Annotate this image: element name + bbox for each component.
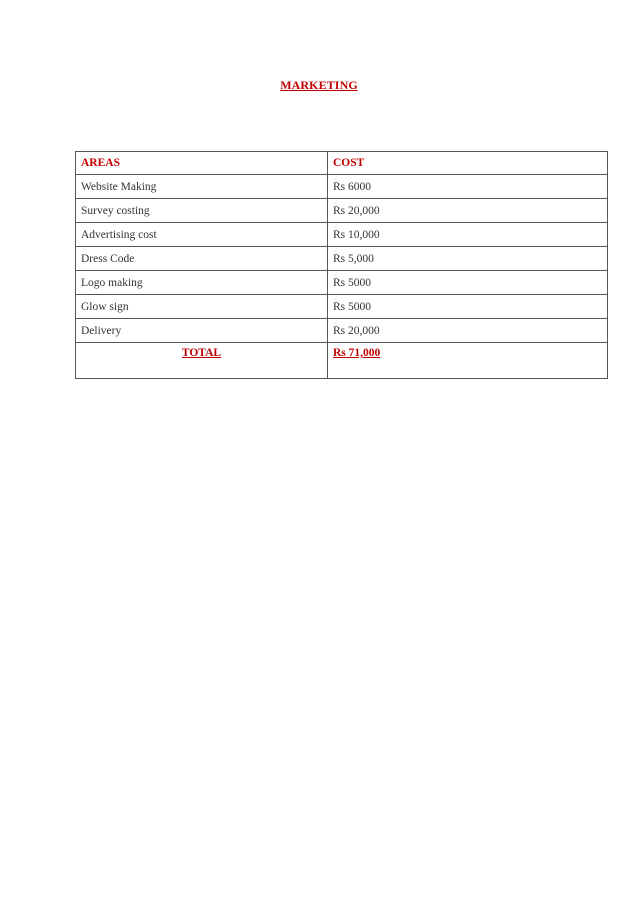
- area-cell: Delivery: [76, 319, 328, 343]
- area-cell: Glow sign: [76, 295, 328, 319]
- table-row: [76, 319, 608, 343]
- table-row: [76, 247, 608, 271]
- area-cell: Advertising cost: [76, 223, 328, 247]
- table-header-row: [76, 152, 608, 175]
- total-label: TOTAL: [76, 343, 328, 379]
- cost-cell: Rs 10,000: [328, 223, 608, 247]
- area-cell: Survey costing: [76, 199, 328, 223]
- area-cell: Website Making: [76, 175, 328, 199]
- cost-cell: Rs 5,000: [328, 247, 608, 271]
- page-title: MARKETING: [280, 78, 358, 92]
- cost-cell: Rs 20,000: [328, 319, 608, 343]
- total-row: [76, 343, 608, 379]
- column-header-cost: COST: [328, 152, 608, 175]
- marketing-cost-table: [75, 151, 608, 379]
- table-row: [76, 223, 608, 247]
- table-row: [76, 295, 608, 319]
- cost-cell: Rs 20,000: [328, 199, 608, 223]
- area-cell: Logo making: [76, 271, 328, 295]
- area-cell: Dress Code: [76, 247, 328, 271]
- cost-cell: Rs 5000: [328, 271, 608, 295]
- cost-cell: Rs 5000: [328, 295, 608, 319]
- table-row: [76, 199, 608, 223]
- total-value: Rs 71,000: [328, 343, 608, 379]
- table-row: [76, 271, 608, 295]
- cost-cell: Rs 6000: [328, 175, 608, 199]
- table-row: [76, 175, 608, 199]
- column-header-areas: AREAS: [76, 152, 328, 175]
